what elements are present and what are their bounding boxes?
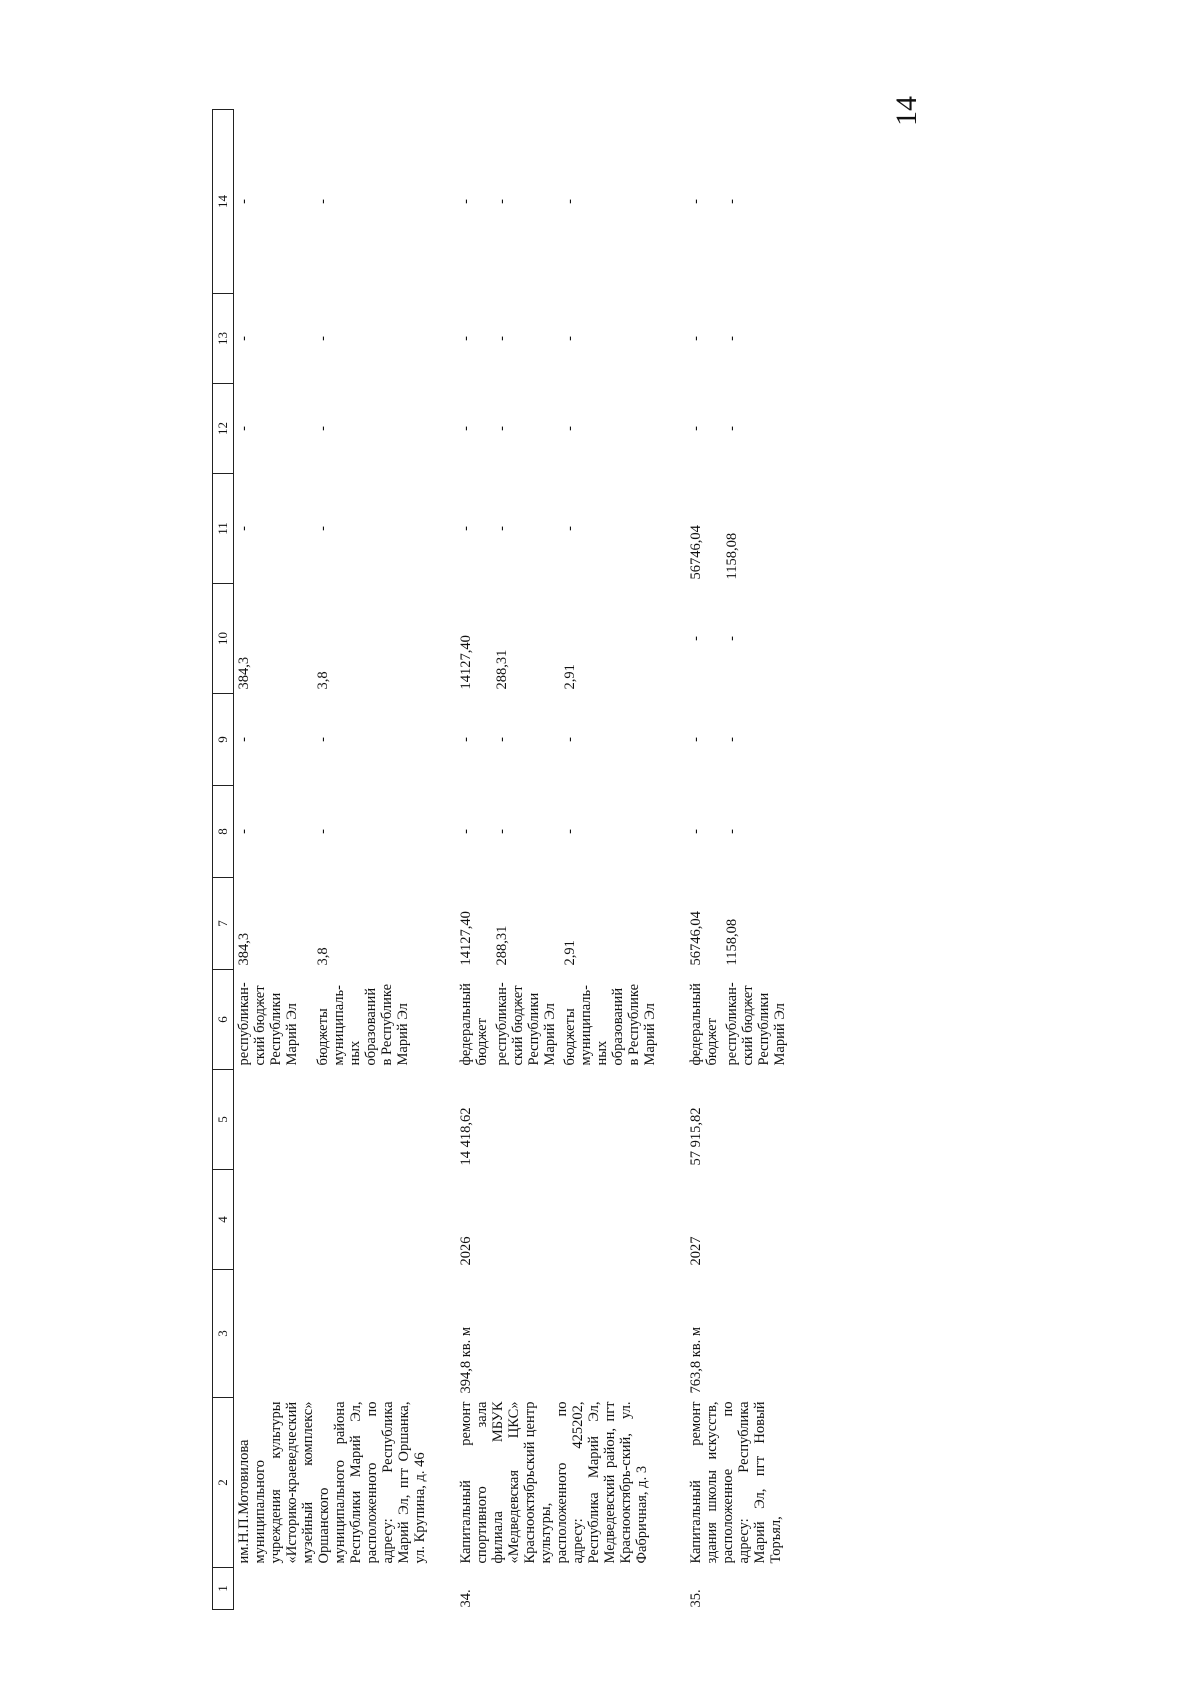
funding-source: бюджеты муниципаль- ных образований в Республике Марий Эл <box>315 983 412 1066</box>
header-cell: 11 <box>213 474 234 584</box>
amount-col8: - <box>236 829 252 834</box>
row-number: 34. <box>458 1589 474 1608</box>
header-cell: 5 <box>213 1070 234 1170</box>
header-cell: 4 <box>213 1170 234 1270</box>
funding-source: федеральный бюджет <box>688 983 720 1066</box>
object-name: Капитальный ремонт спортивного зала филиала МБУК «Медведевская ЦКС» Краснооктябрьский центр культуры, расположенного по адресу: 425202, Республика Марий Эл, Медведевский район, пгт Краснооктябрь-ский, ул. Фабричная, д. 3 <box>458 1401 650 1564</box>
amount-col8: - <box>458 829 474 834</box>
header-cell: 8 <box>213 786 234 878</box>
amount-col13: - <box>724 336 740 341</box>
amount-total: 1158,08 <box>724 918 740 966</box>
header-cell: 3 <box>213 1270 234 1398</box>
amount-col9: - <box>688 737 704 742</box>
amount-total: 56746,04 <box>688 911 704 966</box>
funding-source: республикан- ский бюджет Республики Марий Эл <box>236 982 300 1066</box>
amount-col11: - <box>315 526 332 531</box>
row-number <box>234 1568 431 1610</box>
amount-col8: - <box>724 829 740 834</box>
table-row <box>456 110 492 1610</box>
amount-col10: - <box>688 636 704 641</box>
amount-col10: 14127,40 <box>458 635 474 690</box>
total-cost: 14 418,62 <box>458 1107 474 1166</box>
amount-col11: - <box>236 526 252 531</box>
amount-col8: - <box>315 829 332 834</box>
amount-total: 384,3 <box>236 932 252 966</box>
rotated-table-wrapper <box>212 110 932 1610</box>
amount-col12: - <box>458 426 474 431</box>
amount-col10: 2,91 <box>562 664 578 690</box>
amount-col12: - <box>724 426 740 431</box>
page-number: 14 <box>890 96 923 126</box>
budget-table <box>212 109 790 1610</box>
amount-col11: - <box>458 526 474 531</box>
total-cost <box>234 1070 431 1170</box>
amount-col9: - <box>562 737 578 742</box>
amount-col12: - <box>562 426 578 431</box>
funding-source: бюджеты муниципаль- ных образований в Республике Марий Эл <box>562 983 658 1066</box>
amount-col12: - <box>315 426 332 431</box>
amount-col8: - <box>688 829 704 834</box>
amount-col14: - <box>315 199 332 204</box>
header-cell: 10 <box>213 584 234 694</box>
amount-col9: - <box>236 737 252 742</box>
amount-col14: - <box>236 199 252 204</box>
funding-source: федеральный бюджет <box>458 983 490 1066</box>
amount-col12: - <box>494 426 510 431</box>
header-cell: 6 <box>213 970 234 1070</box>
header-cell: 12 <box>213 384 234 474</box>
header-cell: 1 <box>213 1568 234 1610</box>
amount-col11: 56746,04 <box>688 525 704 580</box>
year <box>234 1170 431 1270</box>
amount-col14: - <box>562 199 578 204</box>
amount-col14: - <box>724 199 740 204</box>
object-name: им.Н.П.Мотовилова муниципального учреждения культуры «Историко-краеведческий музейный комплекс» Оршанского муниципального района Республики Марий Эл, расположенного по адресу: Республика Марий Эл, пгт Оршанка, ул. Крупина, д. 46 <box>236 1401 428 1564</box>
total-cost: 57 915,82 <box>688 1107 704 1166</box>
amount-col13: - <box>315 336 332 341</box>
amount-col9: - <box>724 737 740 742</box>
amount-col14: - <box>494 199 510 204</box>
header-cell: 2 <box>213 1398 234 1568</box>
funding-source: республикан- ский бюджет Республики Марий Эл <box>724 982 788 1066</box>
amount-col12: - <box>236 426 252 431</box>
amount-col13: - <box>688 336 704 341</box>
amount-total: 14127,40 <box>458 911 474 966</box>
year: 2027 <box>688 1236 704 1266</box>
amount-col13: - <box>562 336 578 341</box>
object-name: Капитальный ремонт здания школы искусств, расположенное по адресу: Республика Марий Эл, пгт Новый Торъял, <box>688 1401 784 1564</box>
capacity <box>234 1270 431 1398</box>
amount-col9: - <box>494 737 510 742</box>
amount-col11: - <box>494 526 510 531</box>
amount-total: 3,8 <box>315 947 332 966</box>
amount-col10: 384,3 <box>236 656 252 690</box>
header-cell: 7 <box>213 878 234 970</box>
row-number: 35. <box>688 1589 704 1608</box>
amount-col8: - <box>494 829 510 834</box>
capacity: 394,8 кв. м <box>458 1326 474 1394</box>
amount-col10: - <box>724 636 740 641</box>
header-cell: 14 <box>213 110 234 294</box>
table-row <box>686 110 722 1610</box>
amount-col13: - <box>236 336 252 341</box>
amount-col12: - <box>688 426 704 431</box>
table-row <box>234 110 314 1610</box>
amount-col14: - <box>688 199 704 204</box>
amount-col9: - <box>315 737 332 742</box>
amount-col13: - <box>494 336 510 341</box>
amount-total: 2,91 <box>562 940 578 966</box>
amount-col14: - <box>458 199 474 204</box>
amount-col10: 3,8 <box>315 671 332 690</box>
funding-source: республикан- ский бюджет Республики Марий Эл <box>494 982 558 1066</box>
amount-col11: - <box>562 526 578 531</box>
amount-total: 288,31 <box>494 925 510 966</box>
capacity: 763,8 кв. м <box>688 1326 704 1394</box>
header-row <box>213 110 234 1610</box>
header-cell: 13 <box>213 294 234 384</box>
amount-col13: - <box>458 336 474 341</box>
amount-col8: - <box>562 829 578 834</box>
year: 2026 <box>458 1236 474 1266</box>
amount-col11: 1158,08 <box>724 532 740 580</box>
amount-col10: 288,31 <box>494 649 510 690</box>
amount-col9: - <box>458 737 474 742</box>
header-cell: 9 <box>213 694 234 786</box>
